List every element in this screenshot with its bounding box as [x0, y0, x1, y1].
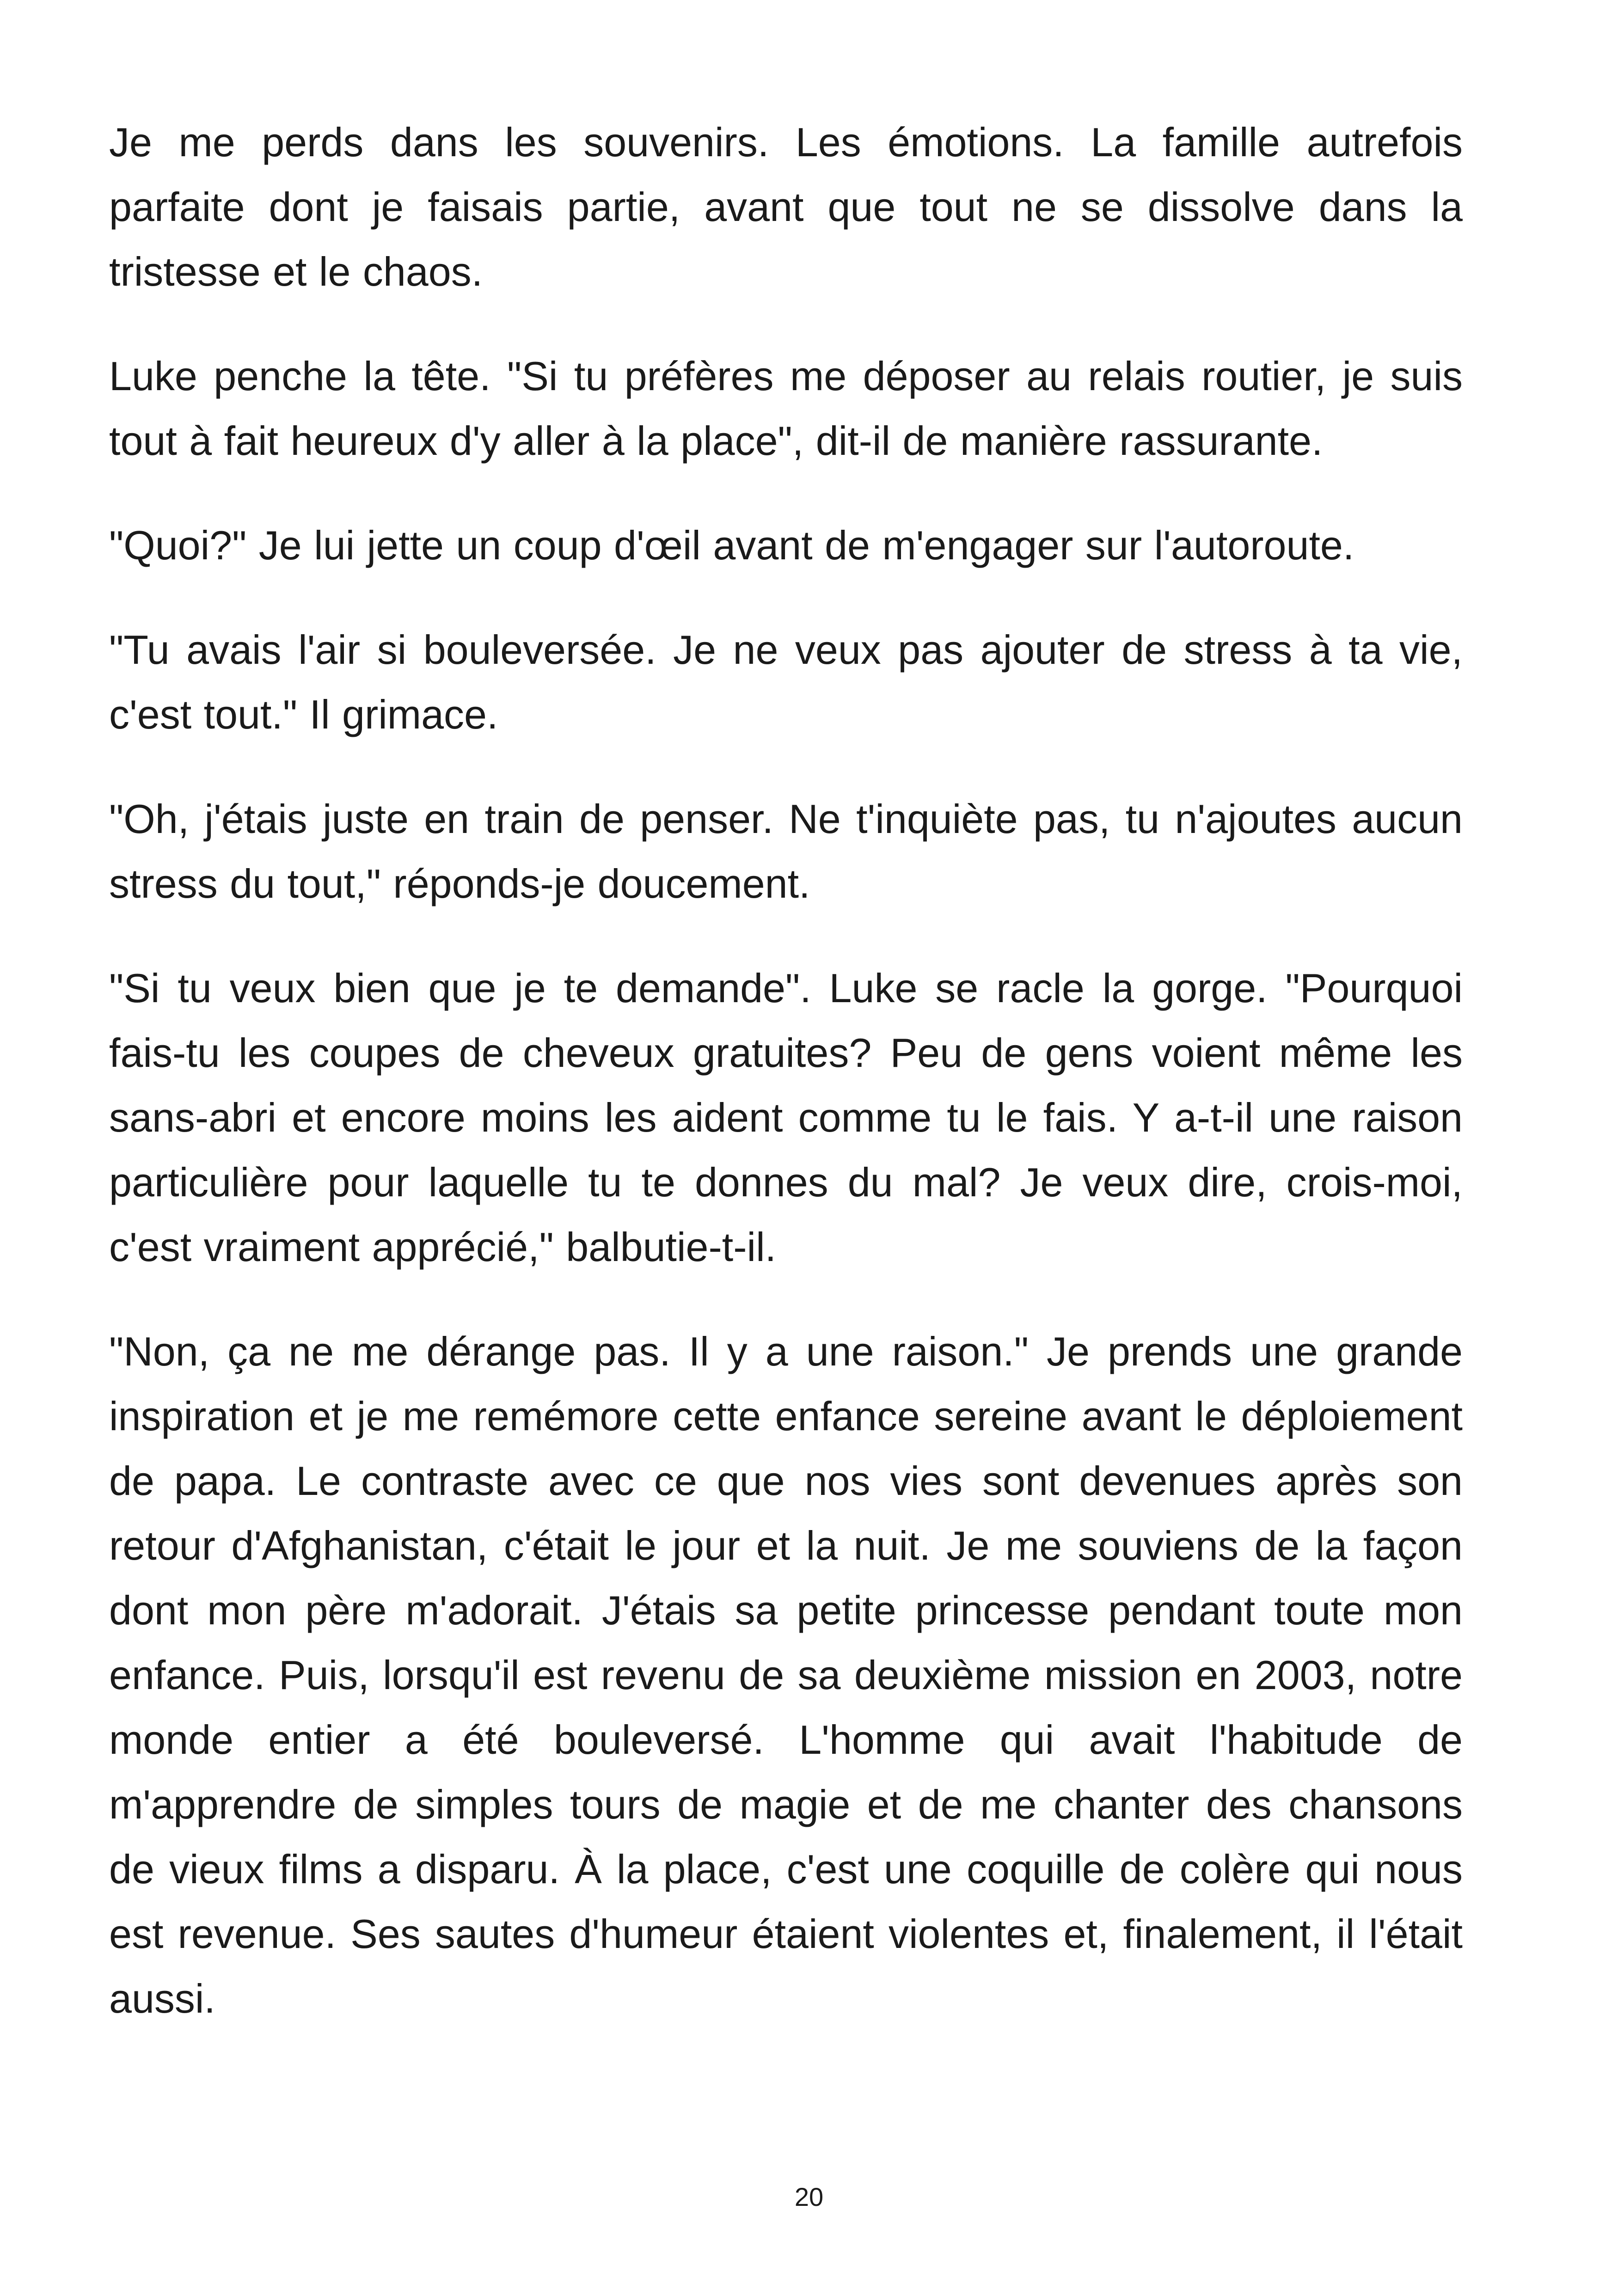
paragraph: "Si tu veux bien que je te demande". Luke se racle la gorge. "Pourquoi fais-tu les coupes de cheveux gratuites? Peu de gens voient même les sans-abri et encore moins les aident comme tu le fais. Y a-t-il une raison particulière pour laquelle tu te donnes du mal? Je veux dire, crois-moi, c'est vraiment apprécié," balbutie-t-il.: [109, 965, 1463, 1270]
body-text: [109, 110, 1463, 2071]
paragraph: "Non, ça ne me dérange pas. Il y a une raison." Je prends une grande inspiration et je me remémore cette enfance sereine avant le déploiement de papa. Le contraste avec ce que nos vies sont devenues après son retour d'Afghanistan, c'était le jour et la nuit. Je me souviens de la façon dont mon père m'adorait. J'étais sa petite princesse pendant toute mon enfance. Puis, lorsqu'il est revenu de sa deuxième mission en 2003, notre monde entier a été bouleversé. L'homme qui avait l'habitude de m'apprendre de simples tours de magie et de me chanter des chansons de vieux films a disparu. À la place, c'est une coquille de colère qui nous est revenue. Ses sautes d'humeur étaient violentes et, finalement, il l'était aussi.: [109, 1329, 1463, 2021]
page-number: 20: [794, 2182, 824, 2211]
paragraph: "Tu avais l'air si bouleversée. Je ne veux pas ajouter de stress à ta vie, c'est tout." Il grimace.: [109, 627, 1463, 737]
paragraph: Je me perds dans les souvenirs. Les émotions. La famille autrefois parfaite dont je faisais partie, avant que tout ne se dissolve dans la tristesse et le chaos.: [109, 119, 1463, 294]
paragraph: "Oh, j'étais juste en train de penser. Ne t'inquiète pas, tu n'ajoutes aucun stress du tout," réponds-je doucement.: [109, 796, 1463, 906]
paragraph: "Quoi?" Je lui jette un coup d'œil avant de m'engager sur l'autoroute.: [109, 522, 1354, 568]
paragraph: Luke penche la tête. "Si tu préfères me déposer au relais routier, je suis tout à fait heureux d'y aller à la place", dit-il de manière rassurante.: [109, 353, 1463, 464]
